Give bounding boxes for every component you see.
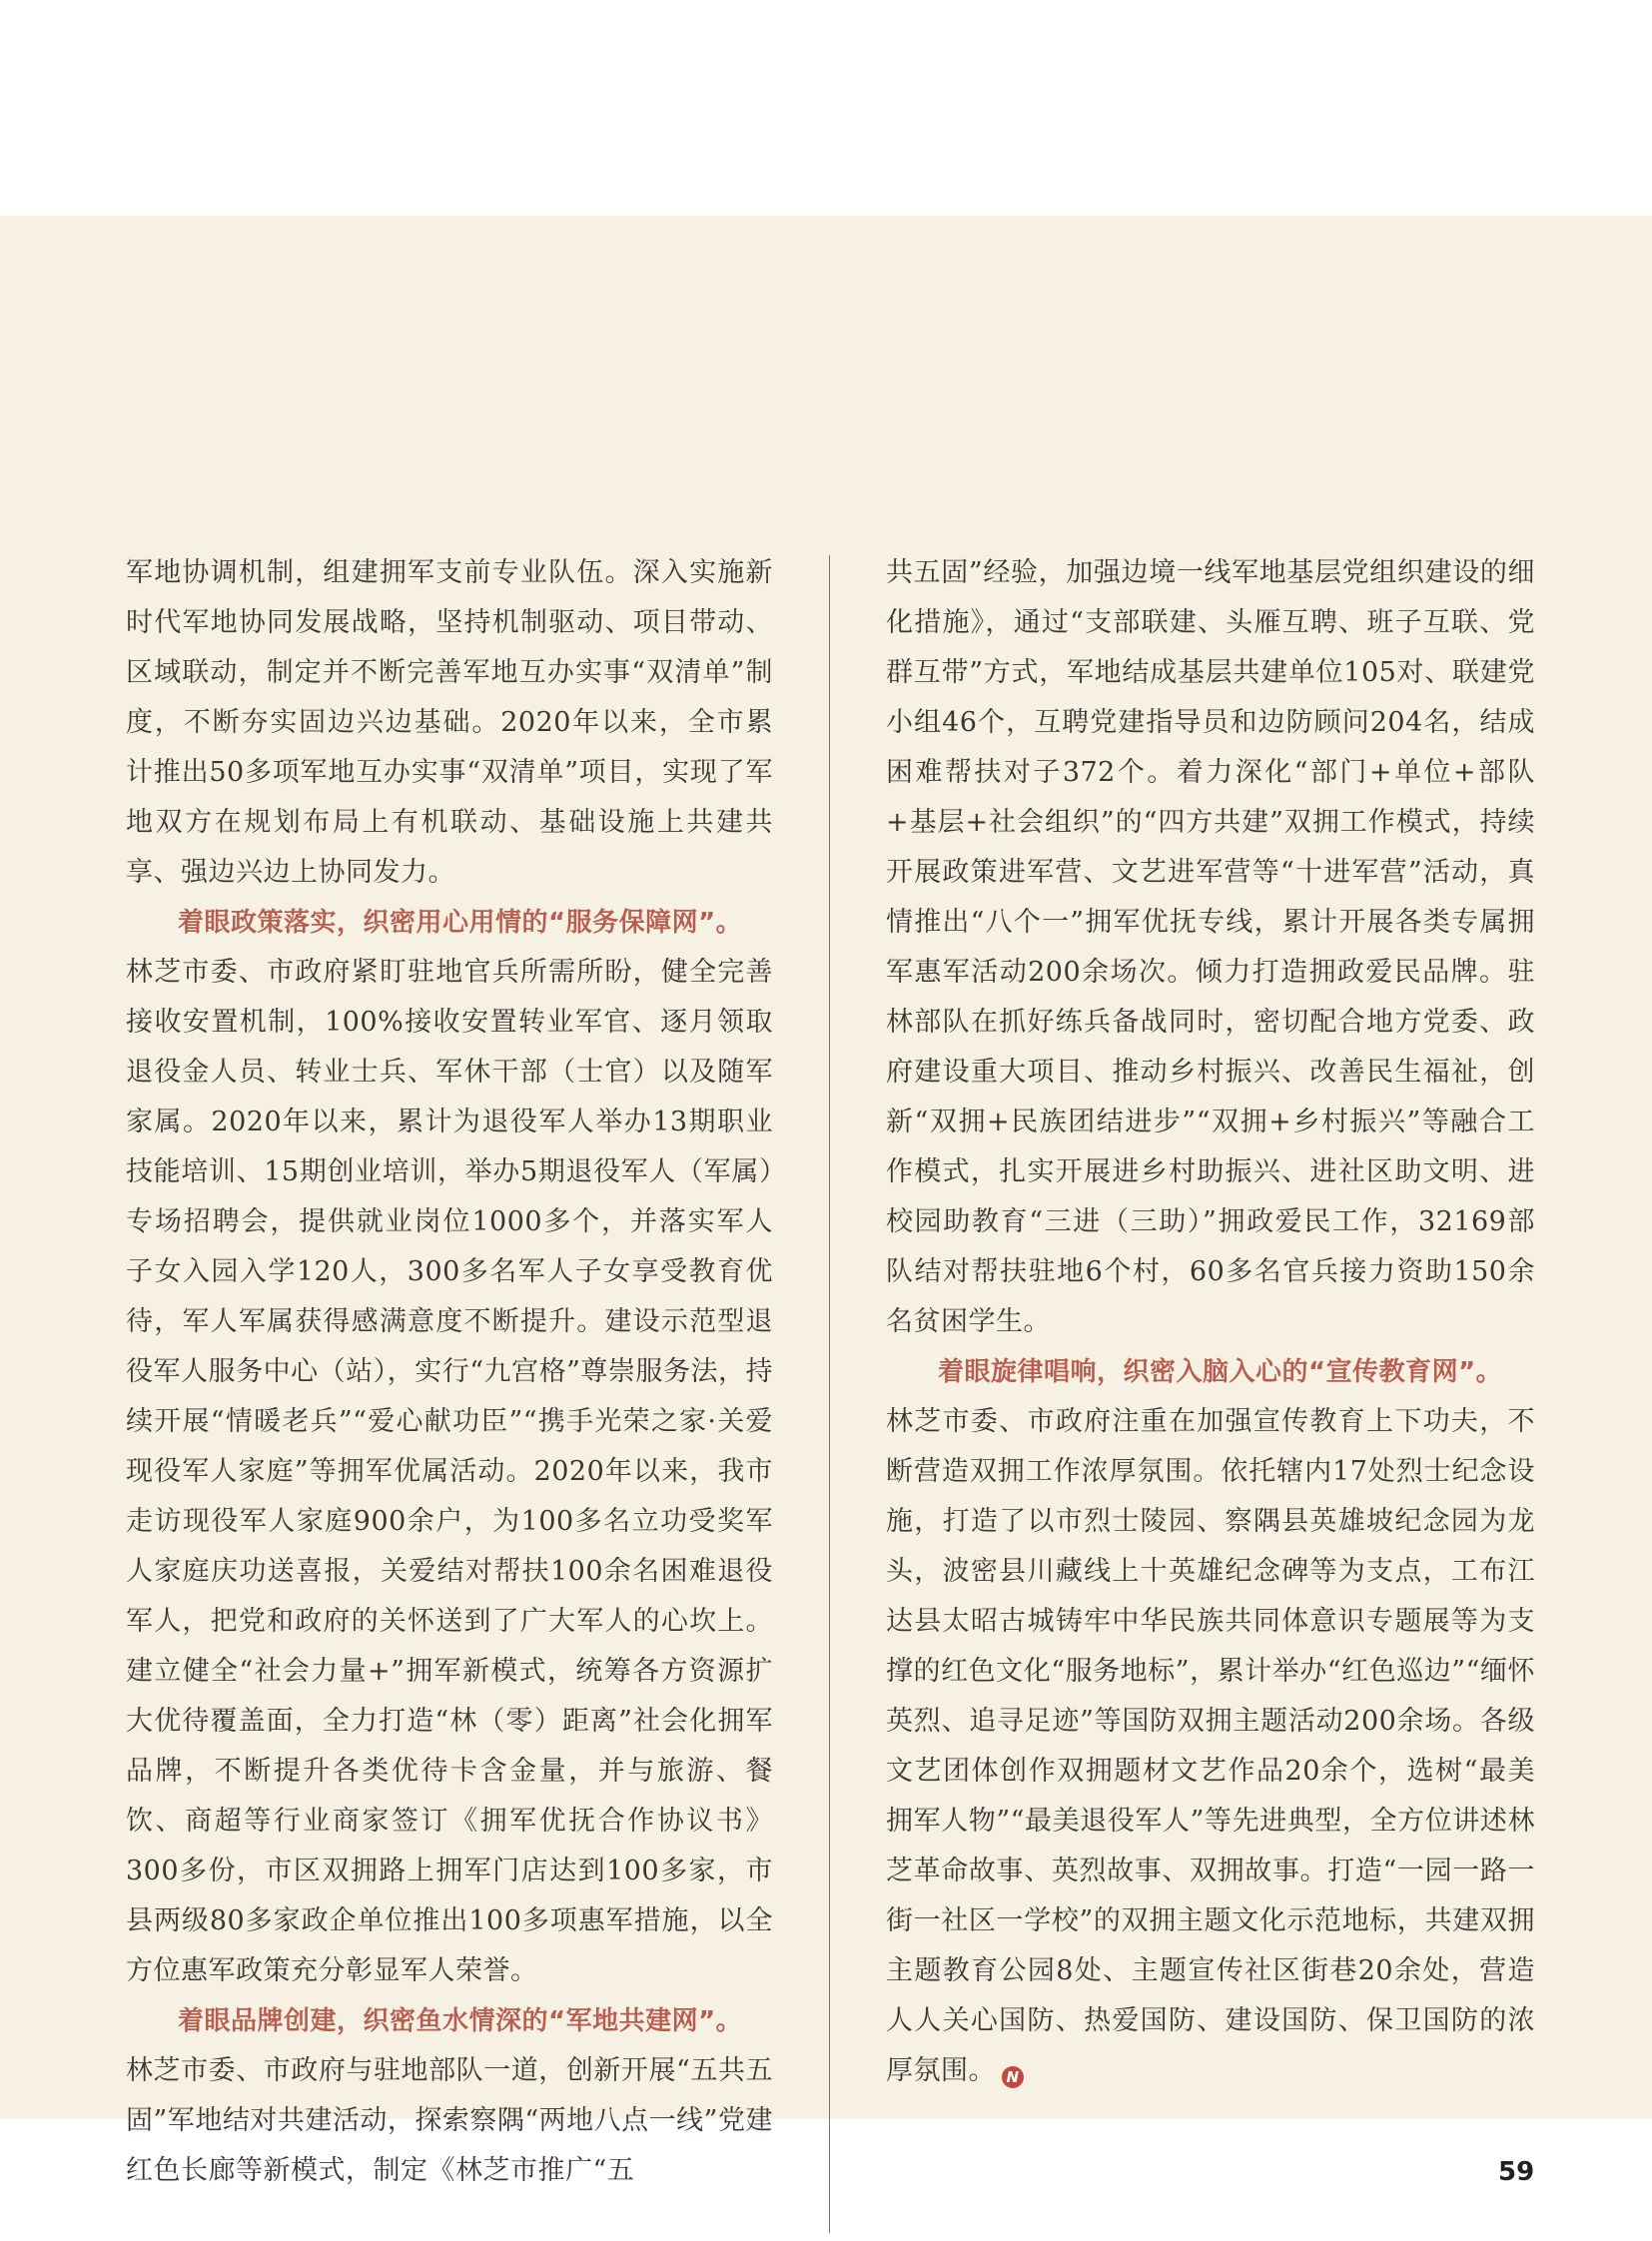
page-number: 59 — [1498, 2157, 1535, 2187]
paragraph-last — [886, 1397, 1535, 2096]
left-column — [126, 548, 773, 2196]
paragraph: 林芝市委、市政府与驻地部队一道，创新开展“五共五固”军地结对共建活动，探索察隅“两地八点一线”党建红色长廊等新模式，制定《林芝市推广“五 — [126, 2055, 773, 2186]
end-mark-icon: N — [1002, 2066, 1024, 2088]
section-heading: 着眼政策落实，织密用心用情的“服务保障网”。 — [178, 908, 743, 938]
paragraph: 林芝市委、市政府紧盯驻地官兵所需所盼，健全完善接收安置机制，100%接收安置转业军官、逐月领取退役金人员、转业士兵、军休干部（士官）以及随军家属。2020年以来，累计为退役军人举办13期职业技能培训、15期创业培训，举办5期退役军人（军属）专场招聘会，提供就业岗位1000多个，并落实军人子女入园入学120人，300多名军人子女享受教育优待，军人军属获得感满意度不断提升。建设示范型退役军人服务中心（站），实行“九宫格”尊崇服务法，持续开展“情暖老兵”“爱心献功臣”“携手光荣之家·关爱现役军人家庭”等拥军优属活动。2020年以来，我市走访现役军人家庭900余户，为100多名立功受奖军人家庭庆功送喜报，关爱结对帮扶100余名困难退役军人，把党和政府的关怀送到了广大军人的心坎上。建立健全“社会力量+”拥军新模式，统筹各方资源扩大优待覆盖面，全力打造“林（零）距离”社会化拥军品牌，不断提升各类优待卡含金量，并与旅游、餐饮、商超等行业商家签订《拥军优抚合作协议书》300多份，市区双拥路上拥军门店达到100多家，市县两级80多家政企单位推出100多项惠军措施，以全方位惠军政策充分彰显军人荣誉。 — [126, 957, 773, 1986]
paragraph: 军地协调机制，组建拥军支前专业队伍。深入实施新时代军地协同发展战略，坚持机制驱动、项目带动、区域联动，制定并不断完善军地互办实事“双清单”制度，不断夯实固边兴边基础。2020年以来，全市累计推出50多项军地互办实事“双清单”项目，实现了军地双方在规划布局上有机联动、基础设施上共建共享、强边兴边上协同发力。 — [126, 557, 773, 888]
paragraph: 共五固”经验，加强边境一线军地基层党组织建设的细化措施》，通过“支部联建、头雁互聘、班子互联、党群互带”方式，军地结成基层共建单位105对、联建党小组46个，互聘党建指导员和边防顾问204名，结成困难帮扶对子372个。着力深化“部门+单位+部队+基层+社会组织”的“四方共建”双拥工作模式，持续开展政策进军营、文艺进军营等“十进军营”活动，真情推出“八个一”拥军优抚专线，累计开展各类专属拥军惠军活动200余场次。倾力打造拥政爱民品牌。驻林部队在抓好练兵备战同时，密切配合地方党委、政府建设重大项目、推动乡村振兴、改善民生福祉，创新“双拥+民族团结进步”“双拥+乡村振兴”等融合工作模式，扎实开展进乡村助振兴、进社区助文明、进校园助教育“三进（三助）”拥政爱民工作，32169部队结对帮扶驻地6个村，60多名官兵接力资助150余名贫困学生。 — [886, 557, 1535, 1337]
section-heading: 着眼品牌创建，织密鱼水情深的“军地共建网”。 — [178, 2006, 743, 2036]
paragraph-text: 林芝市委、市政府注重在加强宣传教育上下功夫，不断营造双拥工作浓厚氛围。依托辖内17处烈士纪念设施，打造了以市烈士陵园、察隅县英雄坡纪念园为龙头，波密县川藏线上十英雄纪念碑等为支点，工布江达县太昭古城铸牢中华民族共同体意识专题展等为支撑的红色文化“服务地标”，累计举办“红色巡边”“缅怀英烈、追寻足迹”等国防双拥主题活动200余场。各级文艺团体创作双拥题材文艺作品20余个，选树“最美拥军人物”“最美退役军人”等先进典型，全方位讲述林芝革命故事、英烈故事、双拥故事。打造“一园一路一街一社区一学校”的双拥主题文化示范地标，共建双拥主题教育公园8处、主题宣传社区街巷20余处，营造人人关心国防、热爱国防、建设国防、保卫国防的浓厚氛围。 — [886, 1406, 1535, 2086]
right-column — [886, 548, 1535, 2096]
column-divider — [829, 555, 830, 2233]
section-heading: 着眼旋律唱响，织密入脑入心的“宣传教育网”。 — [938, 1357, 1503, 1387]
